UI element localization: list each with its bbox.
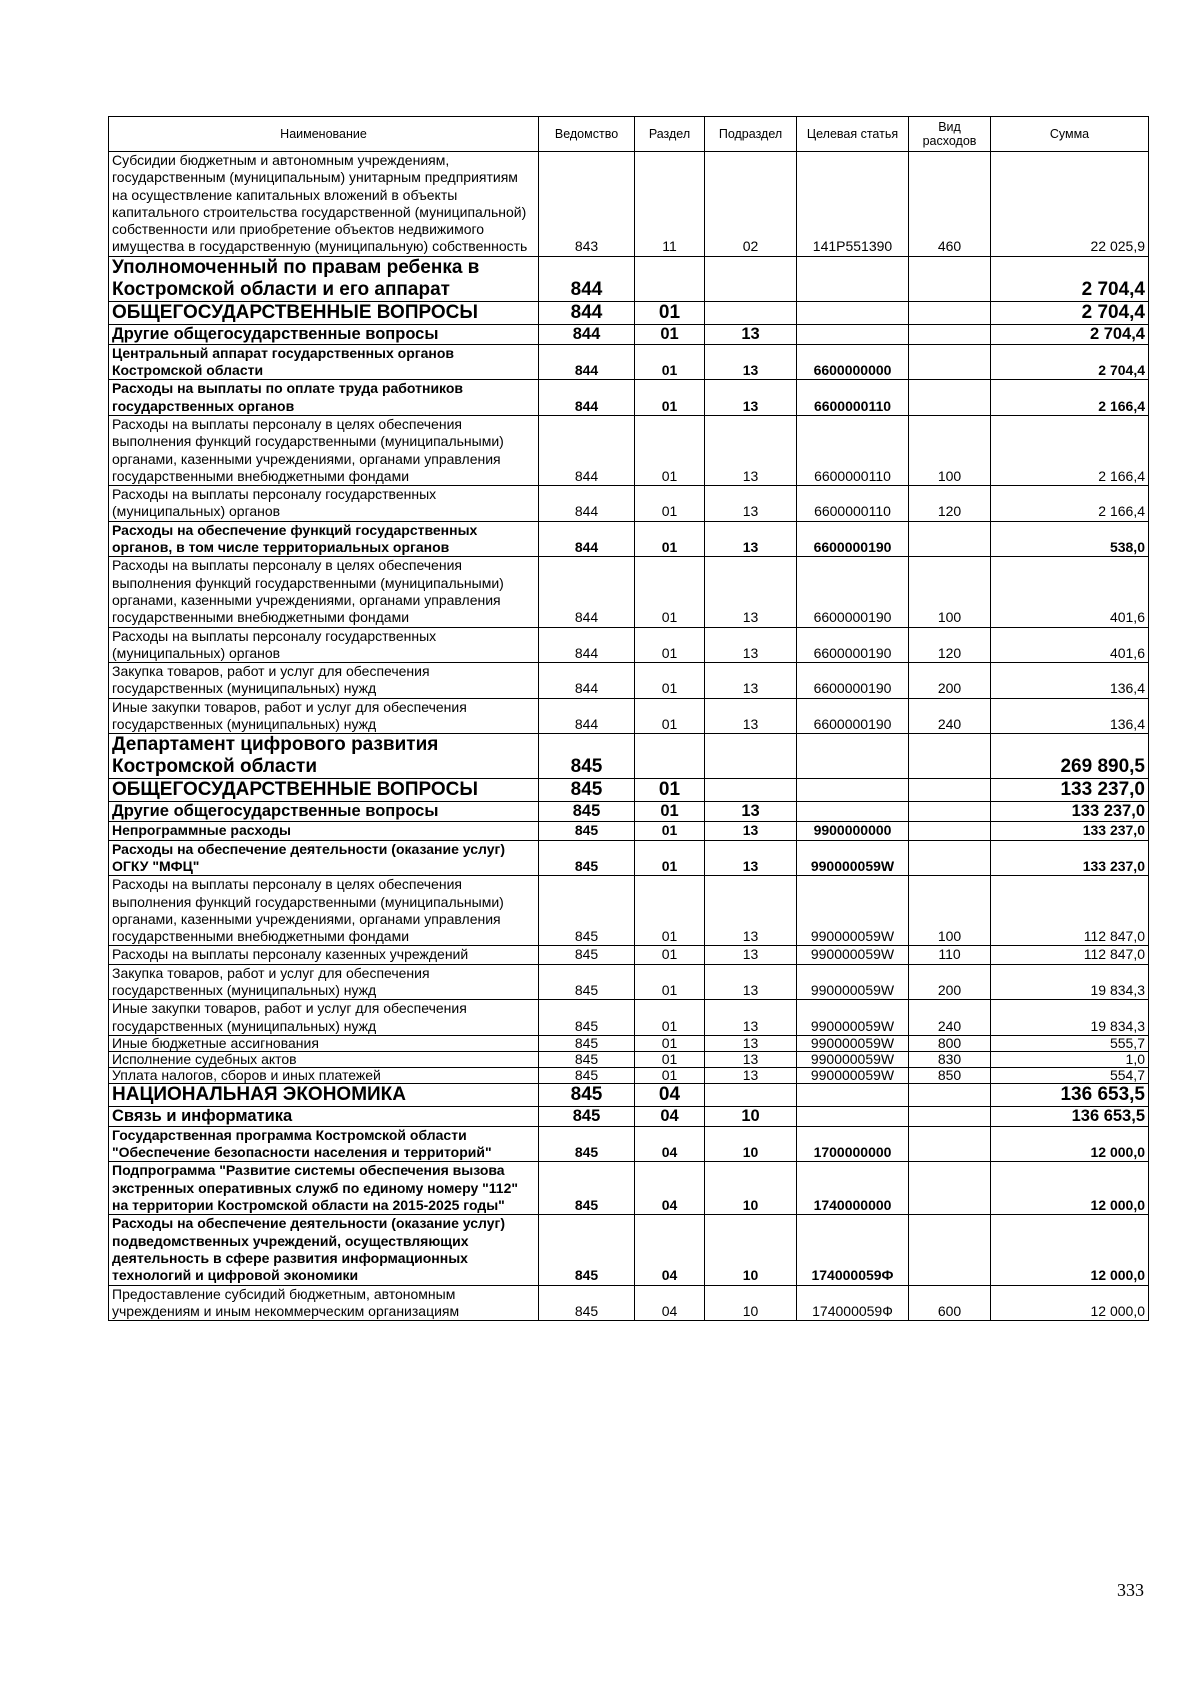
- row-name: Закупка товаров, работ и услуг для обеспечения государственных (муниципальных) нужд: [109, 964, 539, 1000]
- row-sum: 554,7: [991, 1067, 1149, 1083]
- row-dept: 845: [539, 1035, 635, 1051]
- row-sum: 136 653,5: [991, 1083, 1149, 1106]
- row-type: [909, 1126, 991, 1162]
- row-name: Расходы на обеспечение деятельности (оказание услуг) ОГКУ "МФЦ": [109, 840, 539, 876]
- row-dept: 843: [539, 152, 635, 257]
- row-name: Непрограммные расходы: [109, 822, 539, 840]
- row-dept: 845: [539, 946, 635, 964]
- row-section: 01: [635, 344, 705, 380]
- row-type: 850: [909, 1067, 991, 1083]
- row-target: 9900000000: [797, 822, 909, 840]
- row-subsection: [705, 301, 797, 324]
- table-row: [109, 1083, 1149, 1106]
- row-dept: 845: [539, 1083, 635, 1106]
- row-target: [797, 802, 909, 822]
- row-section: 01: [635, 663, 705, 699]
- row-section: 01: [635, 779, 705, 802]
- row-type: [909, 380, 991, 416]
- header-sum: Сумма: [991, 117, 1149, 152]
- row-dept: 845: [539, 822, 635, 840]
- row-sum: 136,4: [991, 663, 1149, 699]
- row-section: 01: [635, 1000, 705, 1036]
- table-row: [109, 1035, 1149, 1051]
- row-name: ОБЩЕГОСУДАРСТВЕННЫЕ ВОПРОСЫ: [109, 301, 539, 324]
- row-name: Закупка товаров, работ и услуг для обеспечения государственных (муниципальных) нужд: [109, 663, 539, 699]
- header-dept: Ведомство: [539, 117, 635, 152]
- row-type: 600: [909, 1285, 991, 1321]
- row-type: 100: [909, 415, 991, 485]
- row-subsection: 13: [705, 415, 797, 485]
- row-type: 120: [909, 627, 991, 663]
- row-subsection: 13: [705, 1067, 797, 1083]
- row-subsection: 10: [705, 1285, 797, 1321]
- row-target: 990000059W: [797, 1051, 909, 1067]
- row-sum: 401,6: [991, 627, 1149, 663]
- row-sum: 269 890,5: [991, 734, 1149, 779]
- table-row: [109, 779, 1149, 802]
- row-dept: 845: [539, 1285, 635, 1321]
- row-section: 01: [635, 698, 705, 734]
- table-row: [109, 256, 1149, 301]
- row-subsection: 13: [705, 840, 797, 876]
- row-sum: 133 237,0: [991, 822, 1149, 840]
- row-sum: 2 704,4: [991, 344, 1149, 380]
- row-sum: 2 166,4: [991, 415, 1149, 485]
- row-dept: 845: [539, 876, 635, 946]
- row-subsection: 10: [705, 1215, 797, 1285]
- row-subsection: 13: [705, 1051, 797, 1067]
- row-dept: 844: [539, 324, 635, 344]
- row-sum: 136,4: [991, 698, 1149, 734]
- row-type: [909, 840, 991, 876]
- row-name: Расходы на выплаты персоналу казенных учреждений: [109, 946, 539, 964]
- table-row: [109, 301, 1149, 324]
- row-section: 01: [635, 1051, 705, 1067]
- row-type: [909, 256, 991, 301]
- row-name: Расходы на выплаты персоналу в целях обеспечения выполнения функций государственными (муниципальными) органами, казенными учреждениями, органами управления государственными внебюджетными фондами: [109, 876, 539, 946]
- row-type: 200: [909, 964, 991, 1000]
- row-dept: 845: [539, 1126, 635, 1162]
- row-type: 240: [909, 698, 991, 734]
- row-type: [909, 344, 991, 380]
- row-name: Связь и информатика: [109, 1106, 539, 1126]
- row-subsection: 13: [705, 698, 797, 734]
- row-section: 01: [635, 557, 705, 627]
- table-row: [109, 946, 1149, 964]
- row-target: 6600000190: [797, 663, 909, 699]
- row-type: [909, 1162, 991, 1215]
- row-name: Расходы на выплаты по оплате труда работников государственных органов: [109, 380, 539, 416]
- row-sum: 136 653,5: [991, 1106, 1149, 1126]
- row-type: 120: [909, 486, 991, 522]
- row-section: [635, 734, 705, 779]
- row-name: ОБЩЕГОСУДАРСТВЕННЫЕ ВОПРОСЫ: [109, 779, 539, 802]
- row-section: 01: [635, 964, 705, 1000]
- row-subsection: 13: [705, 324, 797, 344]
- row-dept: 844: [539, 380, 635, 416]
- row-subsection: 13: [705, 627, 797, 663]
- table-row: [109, 802, 1149, 822]
- row-subsection: 13: [705, 380, 797, 416]
- row-section: 01: [635, 840, 705, 876]
- row-section: 01: [635, 521, 705, 557]
- table-row: [109, 1162, 1149, 1215]
- row-type: [909, 1106, 991, 1126]
- row-section: 01: [635, 627, 705, 663]
- row-sum: 2 704,4: [991, 256, 1149, 301]
- row-subsection: 13: [705, 486, 797, 522]
- row-dept: 845: [539, 964, 635, 1000]
- row-subsection: 13: [705, 822, 797, 840]
- row-subsection: 13: [705, 663, 797, 699]
- row-dept: 845: [539, 802, 635, 822]
- row-target: [797, 256, 909, 301]
- row-target: [797, 779, 909, 802]
- row-section: 04: [635, 1285, 705, 1321]
- row-type: 240: [909, 1000, 991, 1036]
- row-sum: 19 834,3: [991, 1000, 1149, 1036]
- row-subsection: 13: [705, 802, 797, 822]
- table-row: [109, 840, 1149, 876]
- row-section: 01: [635, 415, 705, 485]
- row-section: 11: [635, 152, 705, 257]
- row-dept: 845: [539, 1162, 635, 1215]
- row-type: [909, 521, 991, 557]
- row-subsection: 10: [705, 1162, 797, 1215]
- table-row: [109, 380, 1149, 416]
- row-dept: 844: [539, 486, 635, 522]
- row-target: 141P551390: [797, 152, 909, 257]
- row-target: 6600000110: [797, 380, 909, 416]
- row-target: 6600000110: [797, 415, 909, 485]
- table-row: [109, 415, 1149, 485]
- row-type: 200: [909, 663, 991, 699]
- row-type: 830: [909, 1051, 991, 1067]
- row-sum: 1,0: [991, 1051, 1149, 1067]
- row-type: [909, 802, 991, 822]
- row-type: [909, 734, 991, 779]
- row-sum: 2 166,4: [991, 380, 1149, 416]
- row-target: 990000059W: [797, 1067, 909, 1083]
- row-target: 990000059W: [797, 840, 909, 876]
- row-name: Уплата налогов, сборов и иных платежей: [109, 1067, 539, 1083]
- row-name: Иные закупки товаров, работ и услуг для обеспечения государственных (муниципальных) нужд: [109, 1000, 539, 1036]
- table-row: [109, 1051, 1149, 1067]
- row-subsection: [705, 256, 797, 301]
- row-subsection: [705, 1083, 797, 1106]
- row-dept: 844: [539, 344, 635, 380]
- row-name: Уполномоченный по правам ребенка в Костромской области и его аппарат: [109, 256, 539, 301]
- table-row: [109, 698, 1149, 734]
- row-type: 100: [909, 557, 991, 627]
- row-target: [797, 1106, 909, 1126]
- row-sum: 12 000,0: [991, 1162, 1149, 1215]
- budget-table: [108, 116, 1149, 1321]
- table-row: [109, 521, 1149, 557]
- row-dept: 844: [539, 557, 635, 627]
- header-subsection: Подраздел: [705, 117, 797, 152]
- row-name: Расходы на выплаты персоналу государственных (муниципальных) органов: [109, 486, 539, 522]
- row-section: 01: [635, 301, 705, 324]
- row-sum: 12 000,0: [991, 1215, 1149, 1285]
- row-sum: 2 704,4: [991, 301, 1149, 324]
- row-dept: 845: [539, 1067, 635, 1083]
- row-dept: 845: [539, 779, 635, 802]
- row-dept: 845: [539, 840, 635, 876]
- table-row: [109, 1215, 1149, 1285]
- row-dept: 845: [539, 1051, 635, 1067]
- row-section: 01: [635, 876, 705, 946]
- row-name: Субсидии бюджетным и автономным учреждениям, государственным (муниципальным) унитарным предприятиям на осуществление капитальных вложений в объекты капитального строительства государственной (муниципальной) собственности или приобретение объектов недвижимого имущества в государственную (муниципальную) собственность: [109, 152, 539, 257]
- row-subsection: 13: [705, 1035, 797, 1051]
- row-target: 6600000000: [797, 344, 909, 380]
- row-section: 01: [635, 486, 705, 522]
- row-name: Департамент цифрового развития Костромской области: [109, 734, 539, 779]
- row-target: 1700000000: [797, 1126, 909, 1162]
- header-name: Наименование: [109, 117, 539, 152]
- row-name: Расходы на выплаты персоналу государственных (муниципальных) органов: [109, 627, 539, 663]
- row-dept: 844: [539, 698, 635, 734]
- header-target: Целевая статья: [797, 117, 909, 152]
- table-body: [109, 152, 1149, 1321]
- row-section: 01: [635, 946, 705, 964]
- row-type: [909, 779, 991, 802]
- row-target: [797, 301, 909, 324]
- row-subsection: 13: [705, 964, 797, 1000]
- table-row: [109, 1000, 1149, 1036]
- row-section: 01: [635, 1067, 705, 1083]
- row-dept: 844: [539, 301, 635, 324]
- row-sum: 133 237,0: [991, 802, 1149, 822]
- row-type: 100: [909, 876, 991, 946]
- row-sum: 112 847,0: [991, 876, 1149, 946]
- row-target: 174000059Ф: [797, 1215, 909, 1285]
- row-target: 990000059W: [797, 1000, 909, 1036]
- row-target: 6600000190: [797, 557, 909, 627]
- row-section: 01: [635, 324, 705, 344]
- row-section: 04: [635, 1106, 705, 1126]
- row-sum: 112 847,0: [991, 946, 1149, 964]
- row-dept: 845: [539, 1000, 635, 1036]
- row-type: [909, 301, 991, 324]
- row-subsection: 13: [705, 344, 797, 380]
- row-name: Расходы на обеспечение деятельности (оказание услуг) подведомственных учреждений, осуществляющих деятельность в сфере развития информационных технологий и цифровой экономики: [109, 1215, 539, 1285]
- row-type: [909, 1083, 991, 1106]
- row-dept: 844: [539, 415, 635, 485]
- row-dept: 844: [539, 256, 635, 301]
- table-header-row: [109, 117, 1149, 152]
- table-row: [109, 876, 1149, 946]
- row-section: 01: [635, 380, 705, 416]
- table-row: [109, 1106, 1149, 1126]
- row-name: Другие общегосударственные вопросы: [109, 324, 539, 344]
- header-type: Вид расходов: [909, 117, 991, 152]
- row-sum: 12 000,0: [991, 1126, 1149, 1162]
- row-sum: 133 237,0: [991, 840, 1149, 876]
- row-section: [635, 256, 705, 301]
- row-subsection: 13: [705, 946, 797, 964]
- table-row: [109, 1126, 1149, 1162]
- row-target: 990000059W: [797, 946, 909, 964]
- row-target: 6600000190: [797, 627, 909, 663]
- row-section: 04: [635, 1083, 705, 1106]
- row-sum: 2 704,4: [991, 324, 1149, 344]
- row-dept: 844: [539, 521, 635, 557]
- table-row: [109, 152, 1149, 257]
- row-target: 990000059W: [797, 1035, 909, 1051]
- row-type: 460: [909, 152, 991, 257]
- row-sum: 555,7: [991, 1035, 1149, 1051]
- table-row: [109, 964, 1149, 1000]
- row-subsection: 10: [705, 1126, 797, 1162]
- table-row: [109, 663, 1149, 699]
- table-row: [109, 486, 1149, 522]
- table-row: [109, 1067, 1149, 1083]
- row-name: Предоставление субсидий бюджетным, автономным учреждениям и иным некоммерческим организациям: [109, 1285, 539, 1321]
- row-target: [797, 734, 909, 779]
- row-dept: 845: [539, 1215, 635, 1285]
- row-target: 990000059W: [797, 876, 909, 946]
- row-subsection: 13: [705, 876, 797, 946]
- row-subsection: 13: [705, 557, 797, 627]
- row-sum: 133 237,0: [991, 779, 1149, 802]
- row-sum: 22 025,9: [991, 152, 1149, 257]
- row-section: 04: [635, 1162, 705, 1215]
- table-row: [109, 557, 1149, 627]
- row-section: 01: [635, 1035, 705, 1051]
- row-name: Расходы на выплаты персоналу в целях обеспечения выполнения функций государственными (муниципальными) органами, казенными учреждениями, органами управления государственными внебюджетными фондами: [109, 415, 539, 485]
- table-row: [109, 627, 1149, 663]
- row-target: 174000059Ф: [797, 1285, 909, 1321]
- row-subsection: 02: [705, 152, 797, 257]
- row-name: Центральный аппарат государственных органов Костромской области: [109, 344, 539, 380]
- row-dept: 845: [539, 1106, 635, 1126]
- row-dept: 844: [539, 627, 635, 663]
- row-type: 800: [909, 1035, 991, 1051]
- row-type: 110: [909, 946, 991, 964]
- page-number: 333: [1117, 1580, 1144, 1600]
- row-target: 990000059W: [797, 964, 909, 1000]
- table-row: [109, 822, 1149, 840]
- row-name: Государственная программа Костромской области "Обеспечение безопасности населения и территорий": [109, 1126, 539, 1162]
- table-row: [109, 344, 1149, 380]
- row-subsection: 10: [705, 1106, 797, 1126]
- row-target: [797, 324, 909, 344]
- row-section: 01: [635, 822, 705, 840]
- row-subsection: 13: [705, 521, 797, 557]
- row-sum: 401,6: [991, 557, 1149, 627]
- table-row: [109, 324, 1149, 344]
- row-target: 6600000110: [797, 486, 909, 522]
- row-type: [909, 822, 991, 840]
- row-name: Исполнение судебных актов: [109, 1051, 539, 1067]
- row-target: [797, 1083, 909, 1106]
- row-section: 01: [635, 802, 705, 822]
- row-name: Иные бюджетные ассигнования: [109, 1035, 539, 1051]
- row-target: 6600000190: [797, 521, 909, 557]
- row-type: [909, 324, 991, 344]
- row-subsection: [705, 779, 797, 802]
- row-name: НАЦИОНАЛЬНАЯ ЭКОНОМИКА: [109, 1083, 539, 1106]
- header-section: Раздел: [635, 117, 705, 152]
- row-name: Расходы на выплаты персоналу в целях обеспечения выполнения функций государственными (муниципальными) органами, казенными учреждениями, органами управления государственными внебюджетными фондами: [109, 557, 539, 627]
- row-name: Иные закупки товаров, работ и услуг для обеспечения государственных (муниципальных) нужд: [109, 698, 539, 734]
- row-sum: 19 834,3: [991, 964, 1149, 1000]
- row-dept: 845: [539, 734, 635, 779]
- row-section: 04: [635, 1215, 705, 1285]
- row-sum: 2 166,4: [991, 486, 1149, 522]
- row-name: Расходы на обеспечение функций государственных органов, в том числе территориальных органов: [109, 521, 539, 557]
- row-dept: 844: [539, 663, 635, 699]
- row-target: 1740000000: [797, 1162, 909, 1215]
- table-row: [109, 1285, 1149, 1321]
- row-subsection: [705, 734, 797, 779]
- row-type: [909, 1215, 991, 1285]
- row-target: 6600000190: [797, 698, 909, 734]
- row-name: Подпрограмма "Развитие системы обеспечения вызова экстренных оперативных служб по единому номеру "112" на территории Костромской области на 2015-2025 годы": [109, 1162, 539, 1215]
- row-subsection: 13: [705, 1000, 797, 1036]
- row-sum: 12 000,0: [991, 1285, 1149, 1321]
- row-section: 04: [635, 1126, 705, 1162]
- row-name: Другие общегосударственные вопросы: [109, 802, 539, 822]
- table-row: [109, 734, 1149, 779]
- row-sum: 538,0: [991, 521, 1149, 557]
